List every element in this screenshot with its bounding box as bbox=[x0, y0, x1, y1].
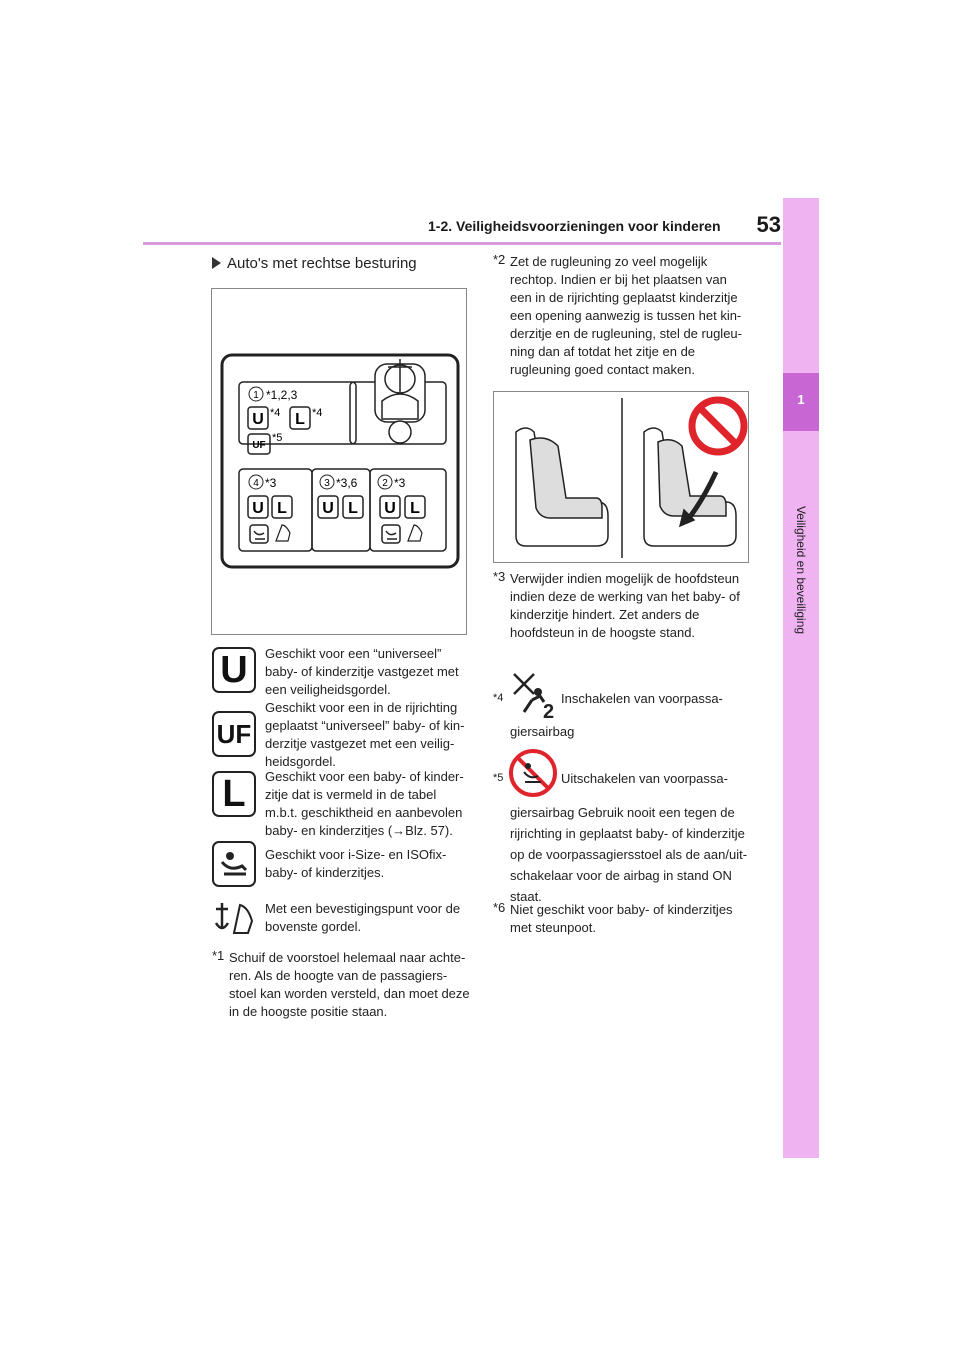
cell-1-l-note: *4 bbox=[312, 407, 323, 419]
note-5-text-a: Uitschakelen van voorpassa- bbox=[561, 771, 728, 786]
legend-tether-text: Met een bevestigingspunt voor de bovenste gordel. bbox=[265, 901, 461, 934]
cell-3-number: 3 bbox=[324, 478, 330, 489]
legend-isofix-text: Geschikt voor i-Size- en ISOfix- baby- of kinderzitjes. bbox=[265, 847, 447, 880]
note-3-text: Verwijder indien mogelijk de hoofdsteun indien deze de werking van het baby- of kinderzitje hindert. Zet anders de hoofdsteun in de hoogste stand. bbox=[510, 571, 740, 640]
note-4-text-b: giersairbag bbox=[510, 724, 575, 739]
header-rule bbox=[143, 242, 781, 245]
cell-1-note: *1,2,3 bbox=[266, 388, 298, 402]
driver-figure-icon bbox=[375, 359, 425, 443]
note-4-text-a: Inschakelen van voorpassa- bbox=[561, 691, 723, 706]
page-number: 53 bbox=[756, 212, 781, 237]
legend-u-text: Geschikt voor een “universeel” baby- of kinderzitje vastgezet met een veiligheidsgordel. bbox=[265, 646, 459, 697]
section-title: 1-2. Veiligheidsvoorzieningen voor kinderen bbox=[428, 218, 721, 234]
legend-uf-icon: UF bbox=[212, 711, 256, 757]
cell-1-l: L bbox=[295, 411, 305, 428]
heading-text: Auto's met rechtse besturing bbox=[227, 255, 417, 272]
note-2-text: Zet de rugleuning zo veel mogelijk rechtop. Indien er bij het plaatsen van een in de rijrichting geplaatst kinderzitje een opening aanwezig is tussen het kin-derzitje en de rugleuning, stel de rugleu-ning dan af totdat het zitje en de rugleuning goed contact maken. bbox=[510, 254, 742, 377]
cell-1-u-note: *4 bbox=[270, 407, 281, 419]
airbag-on-icon bbox=[508, 668, 558, 718]
note-3-mark: *3 bbox=[493, 569, 506, 584]
cell-2-u: U bbox=[384, 500, 396, 517]
cell-3-l: L bbox=[348, 500, 358, 517]
cell-1-uf-note: *5 bbox=[272, 432, 283, 444]
chapter-title bbox=[760, 450, 842, 690]
cell-1-uf: UF bbox=[252, 440, 266, 451]
isofix-icon bbox=[212, 841, 256, 887]
triangle-bullet-icon bbox=[212, 257, 221, 269]
note-1-mark: *1 bbox=[212, 948, 225, 963]
note-4-mark: *4 bbox=[493, 692, 504, 704]
note-5-mark: *5 bbox=[493, 772, 504, 784]
svg-text:2: 2 bbox=[543, 701, 555, 718]
seat-layout-svg bbox=[212, 289, 466, 634]
legend-uf-text: Geschikt voor een in de rijrichting geplaatst “universeel” baby- of kin-derzitje vastgezet met een veilig-heidsgordel. bbox=[265, 700, 465, 769]
cell-2-note: *3 bbox=[394, 476, 406, 490]
cell-4-number: 4 bbox=[253, 478, 259, 489]
chapter-title-text: Veiligheid en beveiliging bbox=[794, 505, 808, 635]
airbag-off-icon bbox=[508, 748, 558, 798]
cell-3-note: *3,6 bbox=[336, 476, 358, 490]
note-6-text: Niet geschikt voor baby- of kinderzitjes met steunpoot. bbox=[510, 902, 733, 935]
seat-correct-icon bbox=[516, 428, 608, 546]
cell-4-u: U bbox=[252, 500, 264, 517]
seat-backrest-illustration bbox=[493, 391, 749, 563]
cell-1-number: 1 bbox=[253, 390, 259, 401]
cell-4-note: *3 bbox=[265, 476, 277, 490]
legend-l-text: Geschikt voor een baby- of kinder-zitje dat is vermeld in de tabel m.b.t. geschiktheid en aanbevolen baby- en kinderzitjes (→Blz. 57). bbox=[265, 769, 464, 838]
note-2-mark: *2 bbox=[493, 252, 506, 267]
cell-4-l: L bbox=[277, 500, 287, 517]
cell-1-u: U bbox=[252, 411, 264, 428]
cell-2-l: L bbox=[410, 500, 420, 517]
section-heading bbox=[212, 255, 417, 273]
cell-3-u: U bbox=[322, 500, 334, 517]
top-tether-icon bbox=[212, 897, 256, 937]
prohibited-icon bbox=[692, 400, 744, 452]
note-1-text: Schuif de voorstoel helemaal naar achte-ren. Als de hoogte van de passagiers-stoel kan worden versteld, dan moet deze in de hoogste positie staan. bbox=[229, 950, 470, 1019]
seat-layout-diagram bbox=[211, 288, 467, 635]
legend-l-icon: L bbox=[212, 771, 256, 817]
legend-u-icon: U bbox=[212, 647, 256, 693]
note-6-mark: *6 bbox=[493, 900, 506, 915]
note-5-text-b: giersairbag Gebruik nooit een tegen de rijrichting in geplaatst baby- of kinderzitje op de voorpassagiersstoel als de aan/uit-schakelaar voor de airbag in stand ON staat. bbox=[510, 805, 748, 904]
cell-2-number: 2 bbox=[382, 478, 388, 489]
chapter-number: 1 bbox=[797, 392, 805, 407]
